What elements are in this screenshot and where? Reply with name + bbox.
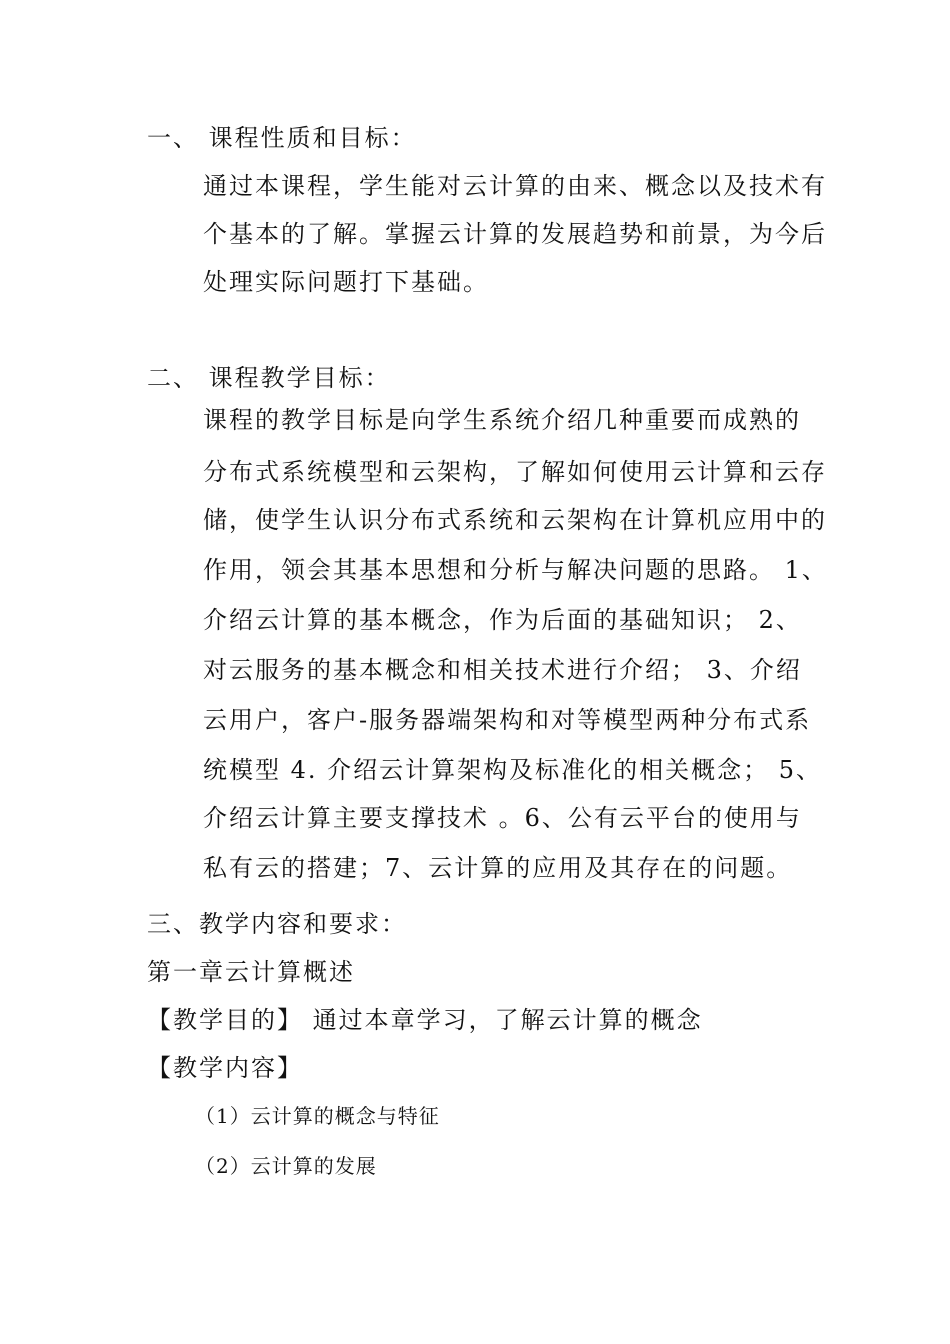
section-3-heading: 三、教学内容和要求： — [147, 910, 407, 938]
content-item: （1）云计算的概念与特征 — [195, 1104, 440, 1128]
section-2-line: 介绍云计算的基本概念，作为后面的基础知识； 2、 — [203, 606, 802, 634]
section-2-line: 课程的教学目标是向学生系统介绍几种重要而成熟的 — [203, 406, 801, 434]
section-2-line: 对云服务的基本概念和相关技术进行介绍； 3、介绍 — [203, 656, 802, 684]
section-1-line: 个基本的了解。掌握云计算的发展趋势和前景，为今后 — [203, 220, 827, 248]
section-2-line: 分布式系统模型和云架构，了解如何使用云计算和云存 — [203, 458, 827, 486]
section-2-heading: 二、 课程教学目标： — [147, 364, 391, 392]
content-item: （2）云计算的发展 — [195, 1154, 377, 1178]
section-2-line: 云用户，客户-服务器端架构和对等模型两种分布式系 — [203, 706, 812, 734]
section-1-heading: 一、 课程性质和目标： — [147, 124, 417, 152]
section-2-line: 私有云的搭建；7、云计算的应用及其存在的问题。 — [203, 854, 793, 882]
section-2-line: 储，使学生认识分布式系统和云架构在计算机应用中的 — [203, 506, 827, 534]
section-1-line: 通过本课程，学生能对云计算的由来、概念以及技术有 — [203, 172, 827, 200]
teaching-content-label: 【教学内容】 — [147, 1054, 303, 1082]
section-2-line: 统模型 4. 介绍云计算架构及标准化的相关概念； 5、 — [203, 756, 823, 784]
section-1-line: 处理实际问题打下基础。 — [203, 268, 489, 296]
chapter-title: 第一章云计算概述 — [147, 958, 355, 986]
teaching-goal: 【教学目的】 通过本章学习，了解云计算的概念 — [147, 1006, 703, 1034]
section-2-line: 作用，领会其基本思想和分析与解决问题的思路。 1、 — [203, 556, 828, 584]
section-2-line: 介绍云计算主要支撑技术 。6、公有云平台的使用与 — [203, 804, 802, 832]
